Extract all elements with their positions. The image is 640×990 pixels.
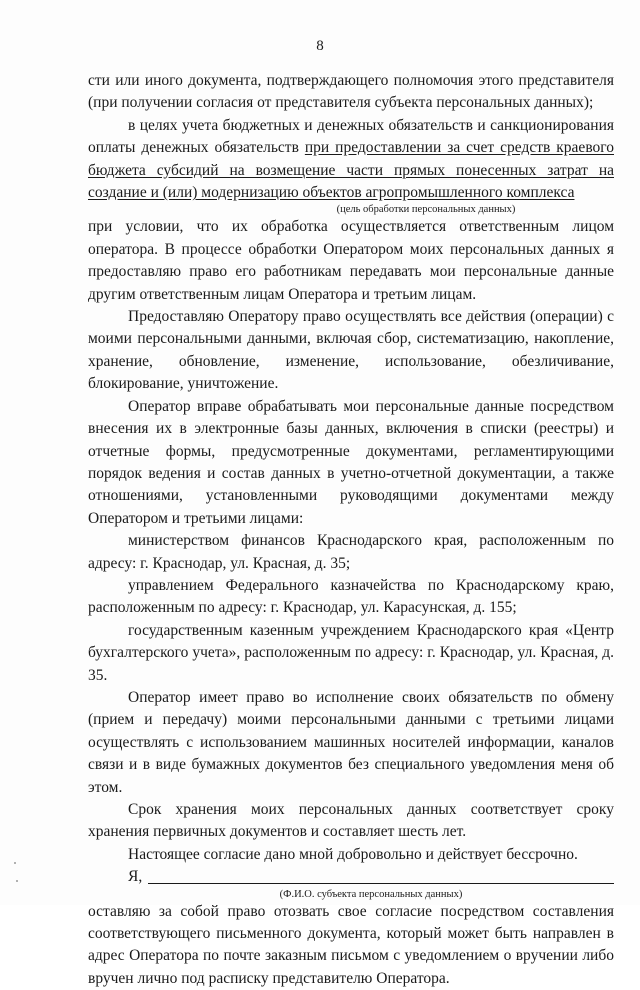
paragraph-conditions: при условии, что их обработка осуществляется ответственным лицом оператора. В процессе обработки Оператором моих персональных данных я предоставляю право его работникам передавать мои персональные данные другим ответственным лицам Оператора и третьим лицам. — [88, 218, 614, 303]
signature-name-line — [88, 866, 614, 888]
paragraph-processing: Оператор вправе обрабатывать мои персональные данные посредством внесения их в электронные базы данных, включения в списки (реестры) и отчетные формы, предусмотренные документами, регламентирующими порядок ведения и состав данных в учетно-отчетной документации, а также отношениями, установленными руководящими документами между Оператором и третьими лицами: — [88, 397, 614, 527]
paragraph-operator-rights: Предоставляю Оператору право осуществлять все действия (операции) с моими персональными данными, включая сбор, систематизацию, накопление, хранение, обновление, изменение, использование, обезличивание, блокирование, уничтожение. — [88, 308, 614, 393]
document-body — [88, 70, 614, 990]
paragraph-storage-term: Срок хранения моих персональных данных соответствует сроку хранения первичных документов и составляет шесть лет. — [88, 801, 614, 841]
paragraph-representative-continuation: сти или иного документа, подтверждающего полномочия этого представителя (при получении согласия от представителя субъекта персональных данных); — [88, 72, 614, 112]
scan-speck — [14, 862, 16, 864]
paragraph-exchange: Оператор имеет право во исполнение своих обязательств по обмену (прием и передачу) моими персональными данными с третьими лицами осуществлять с использованием машинных носителей информации, каналов связи и в виде бумажных документов без специального уведомления меня об этом. — [88, 688, 614, 796]
paragraph-treasury: управлением Федерального казначейства по Краснодарскому краю, расположенным по адресу: г. Краснодар, ул. Карасунская, д. 155; — [88, 576, 614, 617]
paragraph-ministry-finance: министерством финансов Краснодарского края, расположенным по адресу: г. Краснодар, ул. Красная, д. 35; — [88, 532, 614, 572]
fio-blank-field[interactable] — [148, 883, 614, 884]
purpose-underlined-text: при предоставлении за счет средств краевого бюджета субсидий на возмещение части прямых понесенных затрат на создание и (или) модернизацию объектов агропромышленного комплекса — [88, 139, 614, 202]
paragraph-purpose — [88, 115, 614, 205]
paragraph-voluntary-consent: Настоящее согласие дано мной добровольно и действует бессрочно. — [128, 845, 578, 863]
page-number: 8 — [316, 38, 324, 54]
ya-label: Я, — [128, 868, 143, 886]
purpose-caption: (цель обработки персональных данных) — [336, 204, 516, 216]
paragraph-revocation: оставляю за собой право отозвать свое согласие посредством составления соответствующего письменного документа, который может быть направлен в адрес Оператора по почте заказным письмом с уведомлением о вручении либо вручен лично под расписку представителю Оператора. — [88, 902, 614, 987]
purpose-lead-text: в целях учета бюджетных и денежных обязательств и санкционирования оплаты денежных обязательств — [88, 116, 614, 157]
fio-caption: (Ф.И.О. субъекта персональных данных) — [279, 888, 463, 900]
paragraph-accounting-center: государственным казенным учреждением Краснодарского края «Центр бухгалтерского учета», расположенным по адресу: г. Краснодар, ул. Красная, д. 35. — [88, 621, 614, 684]
scan-speck — [16, 880, 18, 882]
